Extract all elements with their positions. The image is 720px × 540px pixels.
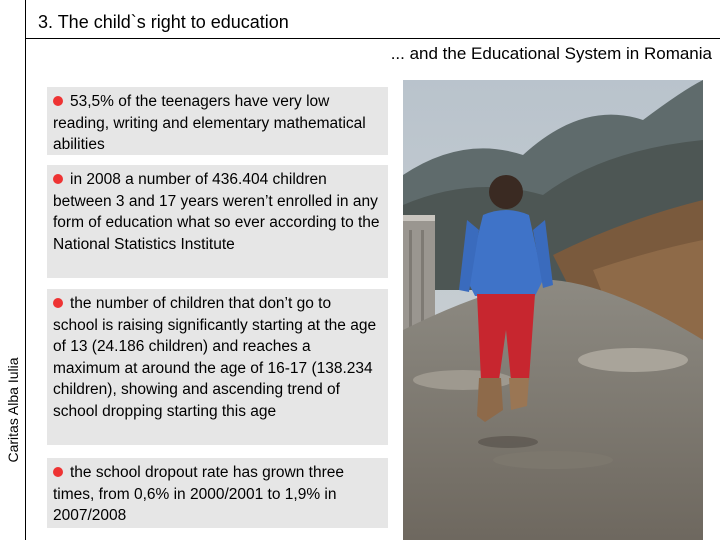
bullet-box-2 bbox=[47, 165, 388, 278]
page-title: 3. The child`s right to education bbox=[38, 12, 289, 32]
bullet-dot-icon bbox=[53, 298, 63, 308]
bullet-text: in 2008 a number of 436.404 children between 3 and 17 years weren’t enrolled in any form of education what so ever according to the National Statistics Institute bbox=[53, 171, 380, 253]
bullet-box-1 bbox=[47, 87, 388, 155]
child-walking-photo bbox=[403, 80, 703, 540]
bullet-dot-icon bbox=[53, 174, 63, 184]
sidebar-label-text: Caritas Alba Iulia bbox=[5, 357, 21, 463]
bullet-text: the school dropout rate has grown three times, from 0,6% in 2000/2001 to 1,9% in 2007/2008 bbox=[53, 464, 345, 524]
bullet-text: the number of children that don’t go to school is raising significantly starting at the age of 13 (24.186 children) and reaches a maximum at around the age of 16-17 (138.234 children), showing and ascending trend of school dropping starting this age bbox=[53, 295, 377, 420]
bullet-box-3 bbox=[47, 289, 388, 445]
bullet-text: 53,5% of the teenagers have very low reading, writing and elementary mathematical abilities bbox=[53, 93, 366, 153]
sidebar-label bbox=[1, 300, 25, 520]
page-subtitle: ... and the Educational System in Romania bbox=[390, 44, 712, 63]
bullet-box-4 bbox=[47, 458, 388, 528]
bullet-dot-icon bbox=[53, 467, 63, 477]
title-underline bbox=[25, 38, 720, 39]
sidebar-divider bbox=[25, 0, 26, 540]
bullet-dot-icon bbox=[53, 96, 63, 106]
